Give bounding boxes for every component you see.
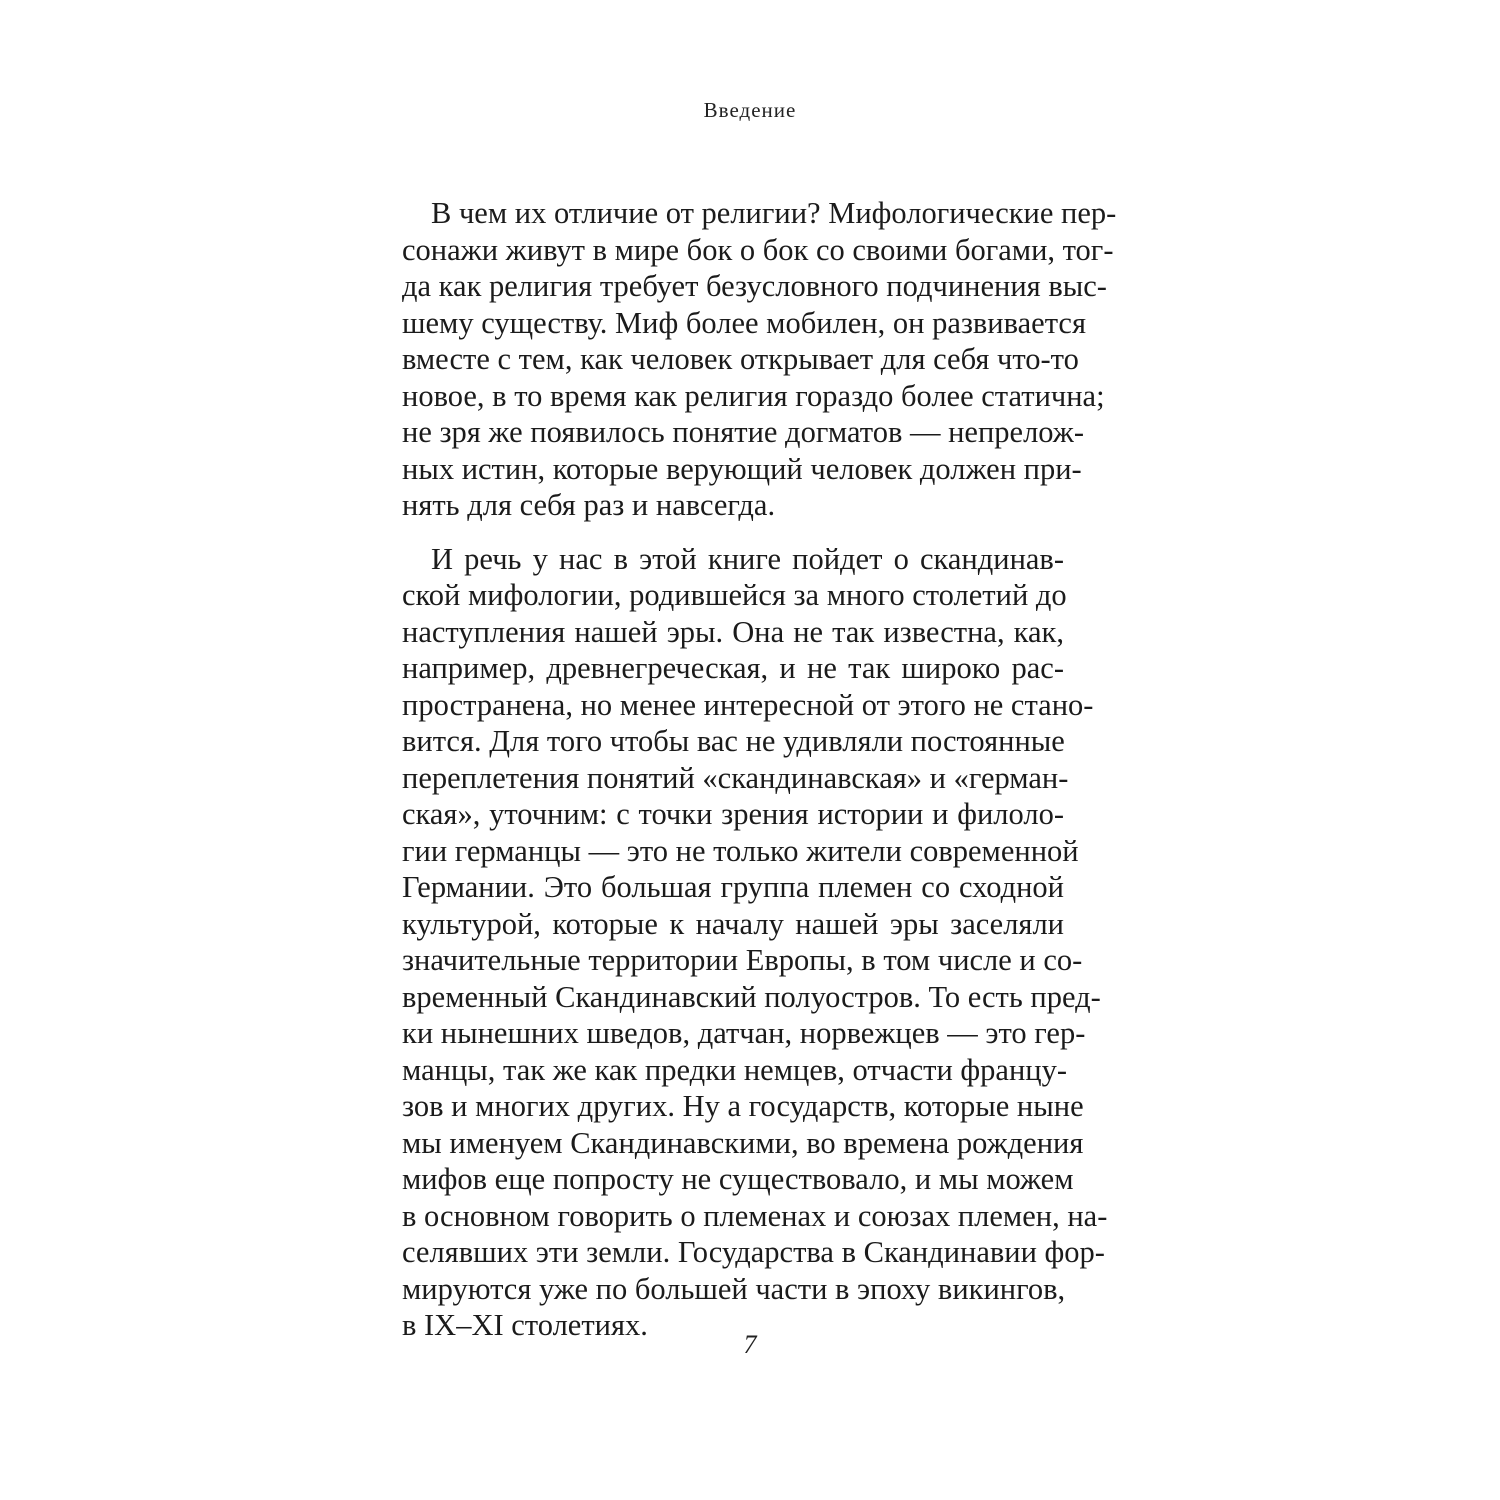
text-line: мифов еще попросту не существовало, и мы можем [402,1162,1074,1196]
text-line: манцы, так же как предки немцев, отчасти францу- [402,1052,1067,1087]
text-line: пространена, но менее интересной от этого не стано- [402,687,1094,722]
text-line: в IX–XI столетиях. [402,1308,648,1342]
text-line: временный Скандинавский полуостров. То есть пред- [402,979,1101,1014]
text-line: нять для себя раз и навсегда. [402,488,776,522]
text-line: новое, в то время как религия гораздо более статична; [402,378,1105,413]
text-line: ская», уточним: с точки зрения истории и филоло- [402,797,1064,831]
text-line: зов и многих других. Ну а государств, которые ныне [402,1089,1084,1123]
text-line: вится. Для того чтобы вас не удивляли постоянные [402,724,1065,758]
text-line: значительные территории Европы, в том числе и со- [402,943,1083,977]
text-line: мируются уже по большей части в эпоху викингов, [402,1271,1066,1306]
text-line: в основном говорить о племенах и союзах племен, на- [402,1198,1108,1233]
text-line: например, древнегреческая, и не так широко рас- [402,651,1064,685]
text-line: Германии. Это большая группа племен со сходной [402,870,1064,904]
text-line: да как религия требует безусловного подчинения выс- [402,269,1107,303]
text-line: В чем их отличие от религии? Мифологические пер- [431,196,1117,230]
page-number: 7 [743,1330,757,1359]
running-head: Введение [703,98,797,122]
text-line: культурой, которые к началу нашей эры заселяли [402,906,1064,941]
text-line: переплетения понятий «скандинавская» и «герман- [402,760,1069,795]
text-line: ных истин, которые верующий человек должен при- [402,451,1082,486]
text-line: шему существу. Миф более мобилен, он развивается [402,305,1086,340]
text-line: наступления нашей эры. Она не так известна, как, [402,614,1064,649]
text-line: селявших эти земли. Государства в Скандинавии фор- [402,1235,1105,1269]
paragraph-1 [402,195,1117,524]
text-line: ки нынешних шведов, датчан, норвежцев — это гер- [402,1016,1086,1050]
text-line: гии германцы — это не только жители современной [402,833,1079,868]
paragraph-spacer [402,524,1064,541]
text-line: вместе с тем, как человек открывает для себя что-то [402,342,1079,376]
text-line: сонажи живут в мире бок о бок со своими богами, тог- [402,232,1114,267]
text-line: мы именуем Скандинавскими, во времена рождения [402,1125,1084,1160]
text-line: И речь у нас в этой книге пойдет о скандинав- [431,541,1064,576]
paragraph-2 [402,541,1108,1344]
text-line: ской мифологии, родившейся за много столетий до [402,578,1067,612]
text-line: не зря же появилось понятие догматов — непрелож- [402,415,1085,449]
body-text [402,195,1117,1344]
